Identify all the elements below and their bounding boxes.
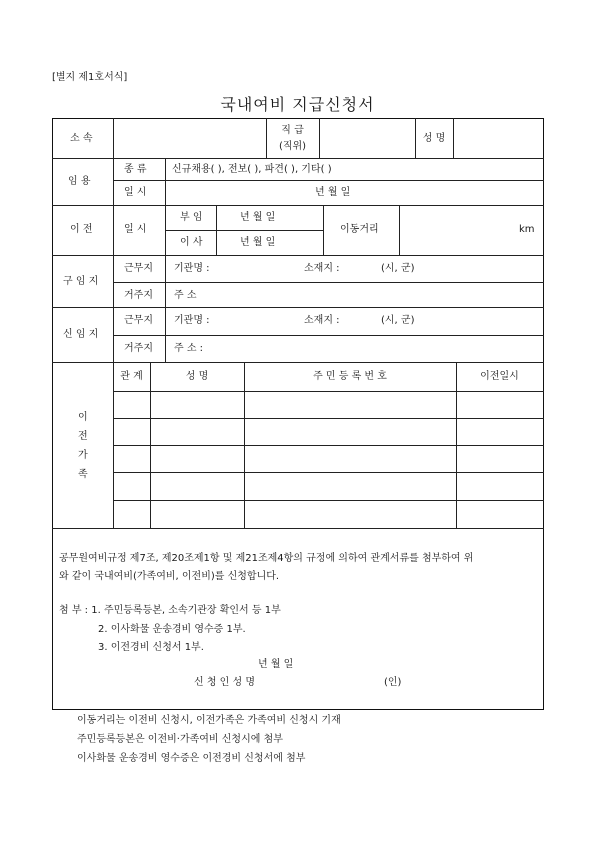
footnote: 이사화물 운송경비 영수증은 이전경비 신청서에 첨부 (77, 753, 306, 764)
name-label: 성 명 (422, 133, 446, 144)
family-label-char: 족 (78, 469, 88, 480)
attachment-item: 2. 이사화물 운송경비 영수증 1부. (98, 624, 246, 635)
statement-line: 공무원여비규정 제7조, 제20조제1항 및 제21조제4항의 규정에 의하여 관계서류를 첨부하여 위 (59, 553, 474, 564)
old-location-field[interactable]: 소재지 : (304, 263, 340, 274)
application-date[interactable]: 년 월 일 (258, 659, 294, 670)
relocation-label: 이 전 (70, 224, 93, 235)
distance-field[interactable] (400, 206, 515, 254)
attachment-item: 3. 이전경비 신청서 1부. (98, 642, 204, 653)
position-sublabel: (직위) (278, 141, 307, 152)
new-location-field[interactable]: 소재지 : (304, 315, 340, 326)
old-address-field[interactable]: 주 소 (174, 290, 197, 301)
position-label: 직 급 (281, 125, 304, 136)
old-location-label: 구 임 지 (63, 276, 99, 287)
appointment-type-label: 종 류 (124, 164, 147, 175)
family-row[interactable] (114, 473, 543, 499)
new-address-field[interactable]: 주 소 : (174, 343, 204, 354)
appointment-date-label: 일 시 (124, 187, 147, 198)
affiliation-label: 소 속 (70, 133, 93, 144)
attachment-item: 첨 부 : 1. 주민등록등본, 소속기관장 확인서 등 1부 (59, 605, 281, 616)
move-label: 이 사 (180, 237, 203, 248)
new-region-label: (시, 군) (381, 315, 415, 326)
statement-line: 와 같이 국내여비(가족여비, 이전비)를 신청합니다. (59, 571, 280, 582)
family-row[interactable] (114, 446, 543, 471)
new-workplace-label: 근무지 (124, 315, 153, 326)
family-col-name: 성 명 (185, 371, 209, 382)
old-agency-field[interactable]: 기관명 : (174, 263, 210, 274)
appointment-date-field[interactable]: 년 월 일 (315, 187, 351, 198)
family-row[interactable] (114, 501, 543, 527)
old-region-label: (시, 군) (381, 263, 415, 274)
old-workplace-label: 근무지 (124, 263, 153, 274)
arrival-date-field[interactable]: 년 월 일 (240, 212, 276, 223)
old-residence-label: 거주지 (124, 290, 153, 301)
family-row[interactable] (114, 419, 543, 444)
distance-unit: km (519, 224, 535, 235)
family-col-relation: 관 계 (120, 371, 143, 382)
footnote: 주민등록등본은 이전비·가족여비 신청시에 첨부 (77, 734, 283, 745)
page-title: 국내여비 지급신청서 (220, 95, 375, 114)
appointment-label: 임 용 (68, 176, 91, 187)
name-field[interactable] (454, 119, 542, 157)
family-label-char: 이 (78, 412, 88, 423)
move-date-field[interactable]: 년 월 일 (240, 237, 276, 248)
relocation-date-label: 일 시 (124, 224, 147, 235)
affiliation-field[interactable] (114, 119, 265, 157)
position-field[interactable] (320, 119, 414, 157)
family-row[interactable] (114, 392, 543, 417)
applicant-name-field[interactable] (290, 674, 375, 690)
family-col-id: 주 민 등 록 번 호 (313, 371, 387, 382)
footnote: 이동거리는 이전비 신청시, 이전가족은 가족여비 신청시 기재 (77, 715, 341, 726)
new-agency-field[interactable]: 기관명 : (174, 315, 210, 326)
family-label-char: 전 (78, 431, 88, 442)
form-number-label: [별지 제1호서식] (52, 72, 128, 83)
appointment-type-options[interactable]: 신규채용( ), 전보( ), 파견( ), 기타( ) (172, 164, 332, 175)
new-location-label: 신 임 지 (63, 329, 99, 340)
seal-mark: (인) (384, 677, 402, 688)
distance-label: 이동거리 (340, 224, 379, 235)
family-label-char: 가 (78, 450, 88, 461)
applicant-label: 신 청 인 성 명 (194, 677, 256, 688)
new-residence-label: 거주지 (124, 343, 153, 354)
arrival-label: 부 임 (180, 212, 203, 223)
family-col-date: 이전일시 (480, 371, 519, 382)
